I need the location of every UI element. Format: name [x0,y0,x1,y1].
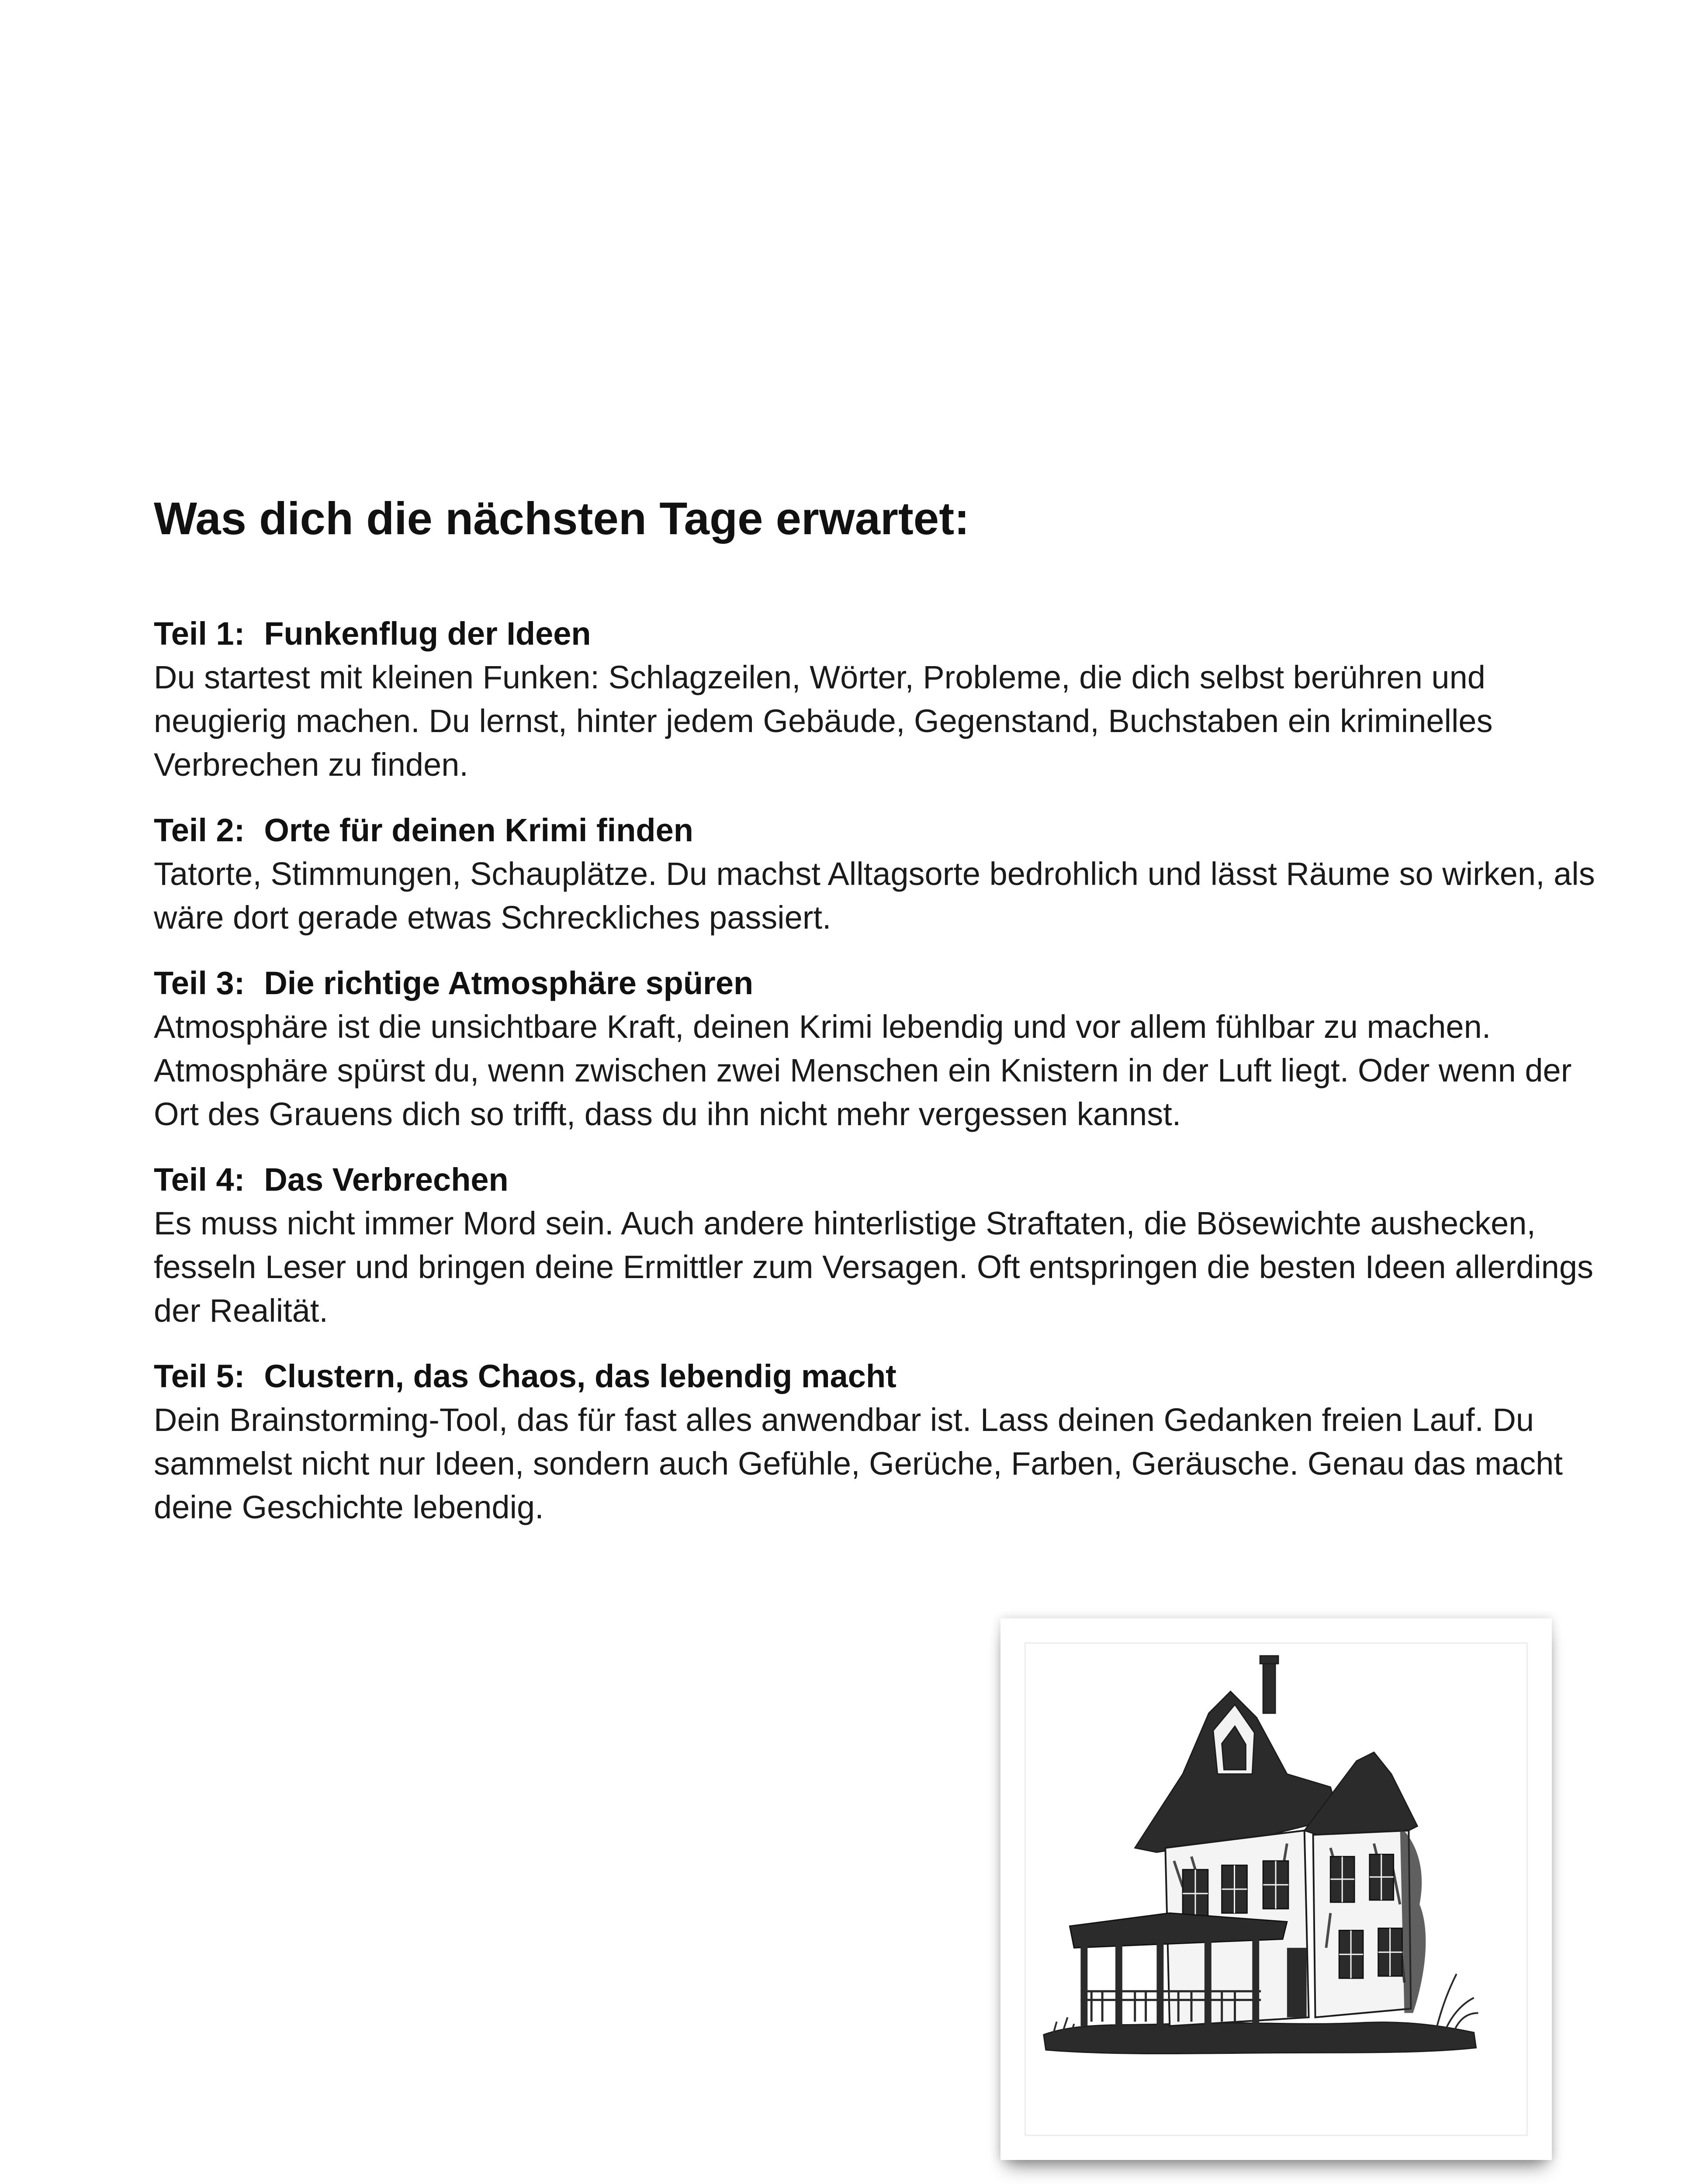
section-heading [154,1355,1596,1398]
section-title: Orte für deinen Krimi finden [264,812,693,848]
haunted-house-icon [1026,1644,1526,2135]
section-heading [154,1158,1596,1202]
section-label: Teil 5: [154,1358,245,1394]
section-body: Atmosphäre ist die unsichtbare Kraft, deinen Krimi lebendig und vor allem fühlbar zu machen. Atmosphäre spürst du, wenn zwischen zwei Menschen ein Knistern in der Luft liegt. Oder wenn der Ort des Grauens dich so trifft, dass du ihn nicht mehr vergessen kannst. [154,1009,1572,1132]
page-title: Was dich die nächsten Tage erwartet: [154,493,970,544]
section-body: Es muss nicht immer Mord sein. Auch andere hinterlistige Straftaten, die Bösewichte aushecken, fesseln Leser und bringen deine Ermittler zum Versagen. Oft entspringen die besten Ideen allerdings der Realität. [154,1205,1593,1329]
haunted-house-illustration [1025,1642,1528,2136]
section-label: Teil 3: [154,965,245,1001]
section-teil-2 [154,809,1596,940]
section-heading [154,961,1596,1005]
section-title: Clustern, das Chaos, das lebendig macht [264,1358,896,1394]
section-body: Dein Brainstorming-Tool, das für fast alles anwendbar ist. Lass deinen Gedanken freien Lauf. Du sammelst nicht nur Ideen, sondern auch Gefühle, Gerüche, Farben, Geräusche. Genau das macht deine Geschichte lebendig. [154,1402,1563,1525]
page-content [154,491,1596,1551]
section-title: Das Verbrechen [264,1161,509,1198]
section-label: Teil 4: [154,1161,245,1198]
section-body: Tatorte, Stimmungen, Schauplätze. Du machst Alltagsorte bedrohlich und lässt Räume so wirken, als wäre dort gerade etwas Schreckliches passiert. [154,856,1595,936]
section-heading [154,612,1596,656]
section-label: Teil 1: [154,615,245,652]
section-teil-3 [154,961,1596,1136]
section-title: Die richtige Atmosphäre spüren [264,965,754,1001]
section-label: Teil 2: [154,812,245,848]
section-teil-1 [154,612,1596,787]
section-body: Du startest mit kleinen Funken: Schlagzeilen, Wörter, Probleme, die dich selbst berühren und neugierig machen. Du lernst, hinter jedem Gebäude, Gegenstand, Buchstaben ein kriminelles Verbrechen zu finden. [154,659,1493,783]
section-title: Funkenflug der Ideen [264,615,591,652]
section-heading [154,809,1596,852]
section-teil-4 [154,1158,1596,1333]
section-teil-5 [154,1355,1596,1529]
photo-frame [1000,1618,1552,2160]
